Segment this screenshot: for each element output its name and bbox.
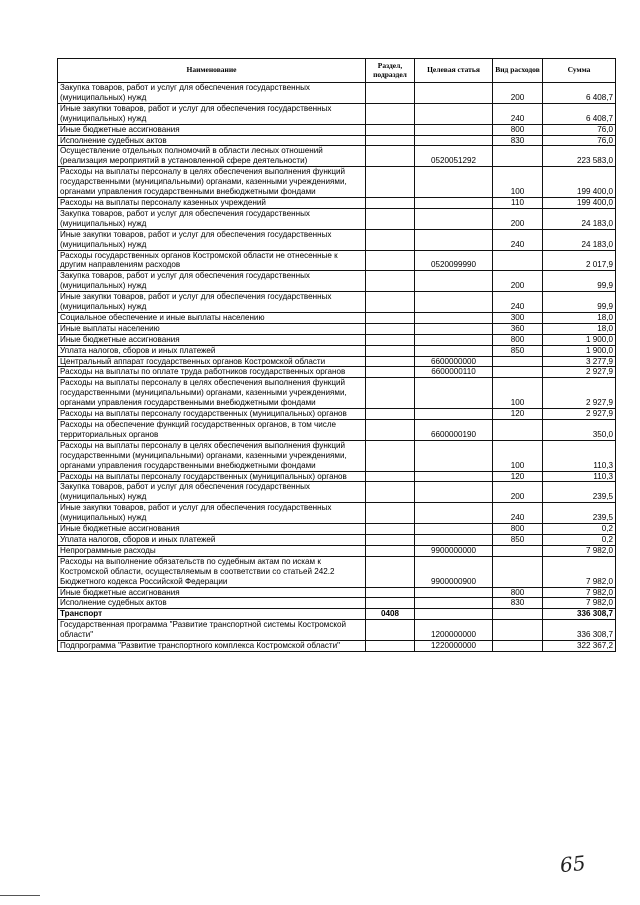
table-row (58, 420, 616, 441)
row-section (366, 83, 415, 104)
row-article (415, 103, 493, 124)
row-sum: 199 400,0 (543, 197, 616, 208)
row-sum: 3 277,9 (543, 356, 616, 367)
table-row (58, 598, 616, 609)
row-section (366, 409, 415, 420)
table-row (58, 641, 616, 652)
row-article (415, 334, 493, 345)
row-kind: 800 (493, 124, 543, 135)
table-row (58, 197, 616, 208)
row-name: Расходы на обеспечение функций государственных органов, в том числе территориальных органов (58, 420, 366, 441)
row-section (366, 323, 415, 334)
row-name: Иные бюджетные ассигнования (58, 524, 366, 535)
row-sum: 6 408,7 (543, 103, 616, 124)
row-name: Государственная программа "Развитие транспортной системы Костромской области" (58, 620, 366, 641)
row-sum: 7 982,0 (543, 545, 616, 556)
row-name: Закупка товаров, работ и услуг для обеспечения государственных (муниципальных) нужд (58, 208, 366, 229)
row-sum: 223 583,0 (543, 146, 616, 167)
row-kind (493, 609, 543, 620)
row-name: Закупка товаров, работ и услуг для обеспечения государственных (муниципальных) нужд (58, 271, 366, 292)
row-article (415, 229, 493, 250)
row-kind: 240 (493, 229, 543, 250)
row-name: Расходы на выполнение обязательств по судебным актам по искам к Костромской области, осуществляемым в соответствии со статьей 242.2 Бюджетного кодекса Российской Федерации (58, 556, 366, 587)
row-section (366, 334, 415, 345)
row-name: Иные закупки товаров, работ и услуг для обеспечения государственных (муниципальных) нужд (58, 503, 366, 524)
row-article (415, 135, 493, 146)
header-name: Наименование (58, 59, 366, 83)
row-section (366, 641, 415, 652)
row-kind (493, 620, 543, 641)
row-name: Уплата налогов, сборов и иных платежей (58, 534, 366, 545)
table-row (58, 83, 616, 104)
row-section (366, 471, 415, 482)
row-section (366, 250, 415, 271)
row-article (415, 124, 493, 135)
row-article (415, 503, 493, 524)
row-section (366, 598, 415, 609)
row-name: Подпрограмма "Развитие транспортного комплекса Костромской области" (58, 641, 366, 652)
row-name: Расходы на выплаты персоналу в целях обеспечения выполнения функций государственными (муниципальными) органами, казенными учреждениями, органами управления государственными внебюджетными фондами (58, 167, 366, 198)
row-section (366, 271, 415, 292)
row-kind (493, 545, 543, 556)
row-kind: 240 (493, 292, 543, 313)
row-section (366, 292, 415, 313)
row-article: 9900000900 (415, 556, 493, 587)
row-sum: 7 982,0 (543, 587, 616, 598)
header-sum: Сумма (543, 59, 616, 83)
row-section (366, 197, 415, 208)
row-kind (493, 641, 543, 652)
table-row (58, 345, 616, 356)
budget-sheet (57, 58, 615, 652)
row-section (366, 312, 415, 323)
table-row (58, 250, 616, 271)
row-name: Осуществление отдельных полномочий в области лесных отношений (реализация мероприятий в установленной сфере деятельности) (58, 146, 366, 167)
row-sum: 0,2 (543, 524, 616, 535)
row-kind: 800 (493, 587, 543, 598)
row-name: Иные бюджетные ассигнования (58, 334, 366, 345)
row-name: Социальное обеспечение и иные выплаты населению (58, 312, 366, 323)
row-section (366, 420, 415, 441)
row-sum: 0,2 (543, 534, 616, 545)
table-row (58, 503, 616, 524)
row-article (415, 482, 493, 503)
row-article (415, 197, 493, 208)
row-article: 6600000000 (415, 356, 493, 367)
table-row (58, 323, 616, 334)
row-article (415, 440, 493, 471)
row-article (415, 208, 493, 229)
row-sum: 76,0 (543, 135, 616, 146)
row-article (415, 167, 493, 198)
page-number: 65 (558, 850, 587, 878)
row-kind: 200 (493, 208, 543, 229)
row-article: 9900000000 (415, 545, 493, 556)
row-article: 0520099990 (415, 250, 493, 271)
row-kind: 240 (493, 503, 543, 524)
row-name: Транспорт (58, 609, 366, 620)
row-kind (493, 250, 543, 271)
header-kind: Вид расходов (493, 59, 543, 83)
row-article (415, 271, 493, 292)
table-row (58, 167, 616, 198)
table-row (58, 312, 616, 323)
row-name: Иные закупки товаров, работ и услуг для обеспечения государственных (муниципальных) нужд (58, 229, 366, 250)
row-section (366, 356, 415, 367)
row-name: Расходы на выплаты персоналу казенных учреждений (58, 197, 366, 208)
row-kind (493, 356, 543, 367)
table-row (58, 135, 616, 146)
row-sum: 239,5 (543, 503, 616, 524)
row-kind: 240 (493, 103, 543, 124)
row-sum: 1 900,0 (543, 345, 616, 356)
row-name: Закупка товаров, работ и услуг для обеспечения государственных (муниципальных) нужд (58, 482, 366, 503)
row-kind: 800 (493, 334, 543, 345)
row-sum: 24 183,0 (543, 208, 616, 229)
row-sum: 110,3 (543, 440, 616, 471)
row-kind: 100 (493, 167, 543, 198)
row-article: 1220000000 (415, 641, 493, 652)
row-kind: 100 (493, 378, 543, 409)
row-sum: 2 927,9 (543, 378, 616, 409)
row-article (415, 609, 493, 620)
row-sum: 110,3 (543, 471, 616, 482)
row-name: Иные закупки товаров, работ и услуг для обеспечения государственных (муниципальных) нужд (58, 292, 366, 313)
table-row (58, 103, 616, 124)
row-name: Уплата налогов, сборов и иных платежей (58, 345, 366, 356)
row-kind: 800 (493, 524, 543, 535)
row-name: Исполнение судебных актов (58, 598, 366, 609)
row-kind: 120 (493, 409, 543, 420)
row-section (366, 167, 415, 198)
row-sum: 336 308,7 (543, 620, 616, 641)
row-section (366, 503, 415, 524)
row-kind (493, 367, 543, 378)
row-section (366, 556, 415, 587)
table-row (58, 524, 616, 535)
row-kind: 830 (493, 135, 543, 146)
row-section (366, 440, 415, 471)
table-row (58, 409, 616, 420)
row-sum: 239,5 (543, 482, 616, 503)
row-name: Иные закупки товаров, работ и услуг для обеспечения государственных (муниципальных) нужд (58, 103, 366, 124)
header-article: Целевая статья (415, 59, 493, 83)
row-kind: 830 (493, 598, 543, 609)
row-kind (493, 556, 543, 587)
row-sum: 18,0 (543, 312, 616, 323)
row-article: 6600000110 (415, 367, 493, 378)
row-section (366, 367, 415, 378)
row-section (366, 587, 415, 598)
table-row (58, 334, 616, 345)
table-row (58, 587, 616, 598)
row-section (366, 124, 415, 135)
row-sum: 350,0 (543, 420, 616, 441)
scan-edge-mark (0, 895, 40, 896)
row-kind: 120 (493, 471, 543, 482)
row-section (366, 208, 415, 229)
table-row (58, 271, 616, 292)
row-section (366, 378, 415, 409)
row-kind: 850 (493, 345, 543, 356)
table-row (58, 482, 616, 503)
row-kind: 200 (493, 482, 543, 503)
row-section (366, 545, 415, 556)
row-article (415, 378, 493, 409)
budget-table (57, 58, 616, 652)
row-sum: 7 982,0 (543, 556, 616, 587)
row-article (415, 587, 493, 598)
row-name: Расходы государственных органов Костромской области не отнесенные к другим направлениям расходов (58, 250, 366, 271)
row-sum: 99,9 (543, 271, 616, 292)
row-kind: 100 (493, 440, 543, 471)
row-article (415, 83, 493, 104)
table-row (58, 356, 616, 367)
row-sum: 99,9 (543, 292, 616, 313)
row-sum: 1 900,0 (543, 334, 616, 345)
table-row (58, 367, 616, 378)
row-name: Исполнение судебных актов (58, 135, 366, 146)
row-sum: 24 183,0 (543, 229, 616, 250)
row-sum: 322 367,2 (543, 641, 616, 652)
row-sum: 6 408,7 (543, 83, 616, 104)
row-article (415, 409, 493, 420)
row-section (366, 524, 415, 535)
row-sum: 2 927,9 (543, 409, 616, 420)
row-article: 0520051292 (415, 146, 493, 167)
row-name: Расходы на выплаты персоналу государственных (муниципальных) органов (58, 409, 366, 420)
row-kind: 850 (493, 534, 543, 545)
row-name: Иные выплаты населению (58, 323, 366, 334)
row-kind (493, 420, 543, 441)
row-section: 0408 (366, 609, 415, 620)
row-name: Расходы на выплаты персоналу государственных (муниципальных) органов (58, 471, 366, 482)
header-section: Раздел, подраздел (366, 59, 415, 83)
row-sum: 76,0 (543, 124, 616, 135)
table-row (58, 440, 616, 471)
row-section (366, 135, 415, 146)
row-sum: 18,0 (543, 323, 616, 334)
row-name: Расходы на выплаты персоналу в целях обеспечения выполнения функций государственными (муниципальными) органами, казенными учреждениями, органами управления государственными внебюджетными фондами (58, 440, 366, 471)
row-section (366, 103, 415, 124)
row-name: Иные бюджетные ассигнования (58, 124, 366, 135)
row-article (415, 524, 493, 535)
table-row (58, 124, 616, 135)
table-row (58, 229, 616, 250)
row-sum: 2 017,9 (543, 250, 616, 271)
row-section (366, 345, 415, 356)
row-name: Расходы на выплаты по оплате труда работников государственных органов (58, 367, 366, 378)
row-kind (493, 146, 543, 167)
row-article (415, 292, 493, 313)
table-row (58, 378, 616, 409)
row-name: Иные бюджетные ассигнования (58, 587, 366, 598)
row-kind: 360 (493, 323, 543, 334)
row-sum: 2 927,9 (543, 367, 616, 378)
table-row (58, 208, 616, 229)
row-article (415, 312, 493, 323)
row-section (366, 146, 415, 167)
row-article (415, 534, 493, 545)
row-kind: 200 (493, 271, 543, 292)
row-name: Закупка товаров, работ и услуг для обеспечения государственных (муниципальных) нужд (58, 83, 366, 104)
row-sum: 336 308,7 (543, 609, 616, 620)
row-article: 6600000190 (415, 420, 493, 441)
row-article (415, 345, 493, 356)
table-row (58, 292, 616, 313)
row-sum: 199 400,0 (543, 167, 616, 198)
table-row (58, 471, 616, 482)
table-row (58, 534, 616, 545)
row-section (366, 620, 415, 641)
table-row (58, 620, 616, 641)
row-article: 1200000000 (415, 620, 493, 641)
row-name: Центральный аппарат государственных органов Костромской области (58, 356, 366, 367)
row-kind: 110 (493, 197, 543, 208)
row-article (415, 323, 493, 334)
row-name: Непрограммные расходы (58, 545, 366, 556)
row-article (415, 598, 493, 609)
table-header-row (58, 59, 616, 83)
row-name: Расходы на выплаты персоналу в целях обеспечения выполнения функций государственными (муниципальными) органами, казенными учреждениями, органами управления государственными внебюджетными фондами (58, 378, 366, 409)
table-row (58, 556, 616, 587)
row-section (366, 229, 415, 250)
table-row (58, 545, 616, 556)
row-article (415, 471, 493, 482)
table-body (58, 83, 616, 652)
table-row (58, 609, 616, 620)
row-sum: 7 982,0 (543, 598, 616, 609)
row-kind: 300 (493, 312, 543, 323)
row-section (366, 482, 415, 503)
row-kind: 200 (493, 83, 543, 104)
table-row (58, 146, 616, 167)
row-section (366, 534, 415, 545)
